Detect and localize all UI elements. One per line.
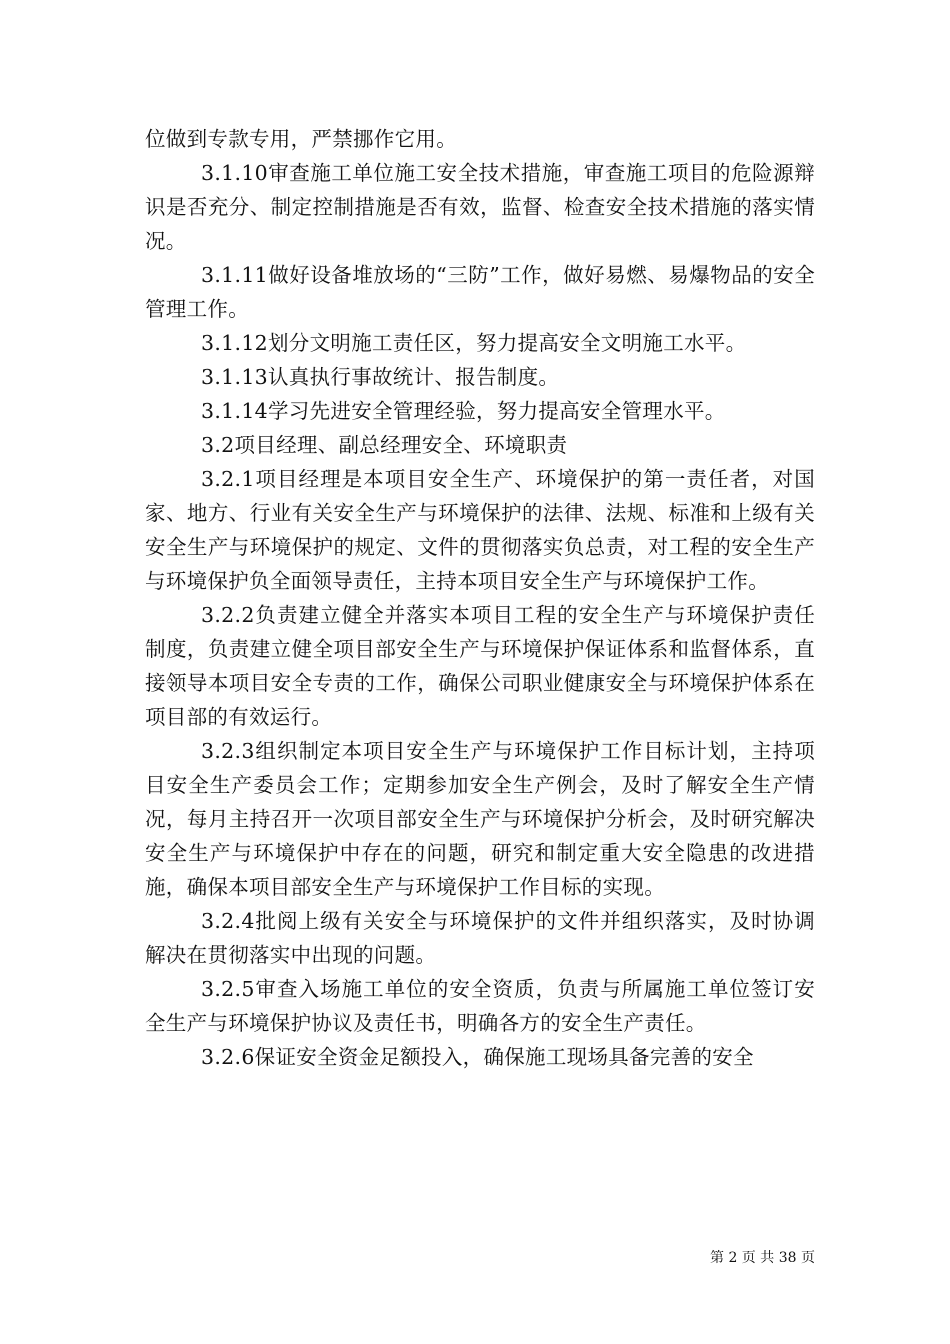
paragraph-3-2-5: 3.2.5审查入场施工单位的安全资质，负责与所属施工单位签订安全生产与环境保护协议及责任书，明确各方的安全生产责任。 [145, 977, 815, 1035]
paragraph-3-2-2: 3.2.2负责建立健全并落实本项目工程的安全生产与环境保护责任制度，负责建立健全项目部安全生产与环境保护保证体系和监督体系，直接领导本项目安全专责的工作，确保公司职业健康安全与环境保护体系在项目部的有效运行。 [145, 603, 815, 729]
paragraph-3-2-6: 3.2.6保证安全资金足额投入，确保施工现场具备完善的安全 [201, 1045, 754, 1069]
paragraph-3-1-10: 3.1.10审查施工单位施工安全技术措施，审查施工项目的危险源辩识是否充分、制定控制措施是否有效，监督、检查安全技术措施的落实情况。 [145, 161, 815, 253]
page-number: 第 2 页 共 38 页 [710, 1250, 815, 1266]
paragraph-3-2-1: 3.2.1项目经理是本项目安全生产、环境保护的第一责任者，对国家、地方、行业有关安全生产与环境保护的法律、法规、标准和上级有关安全生产与环境保护的规定、文件的贯彻落实负总责，对工程的安全生产与环境保护负全面领导责任，主持本项目安全生产与环境保护工作。 [145, 467, 815, 593]
paragraph-3-2-4: 3.2.4批阅上级有关安全与环境保护的文件并组织落实，及时协调解决在贯彻落实中出现的问题。 [145, 909, 815, 967]
paragraph-3-1-11: 3.1.11做好设备堆放场的“三防”工作，做好易燃、易爆物品的安全管理工作。 [145, 263, 815, 321]
paragraph-3-1-13: 3.1.13认真执行事故统计、报告制度。 [201, 365, 560, 389]
paragraph-3-2-3: 3.2.3组织制定本项目安全生产与环境保护工作目标计划，主持项目安全生产委员会工作；定期参加安全生产例会，及时了解安全生产情况，每月主持召开一次项目部安全生产与环境保护分析会，及时研究解决安全生产与环境保护中存在的问题，研究和制定重大安全隐患的改进措施，确保本项目部安全生产与环境保护工作目标的实现。 [145, 739, 815, 899]
paragraph-3-1-14: 3.1.14学习先进安全管理经验，努力提高安全管理水平。 [201, 399, 726, 423]
section-heading-3-2: 3.2项目经理、副总经理安全、环境职责 [201, 433, 568, 457]
document-body [145, 122, 815, 1074]
paragraph-continuation: 位做到专款专用，严禁挪作它用。 [145, 127, 457, 151]
paragraph-3-1-12: 3.1.12划分文明施工责任区，努力提高安全文明施工水平。 [201, 331, 747, 355]
